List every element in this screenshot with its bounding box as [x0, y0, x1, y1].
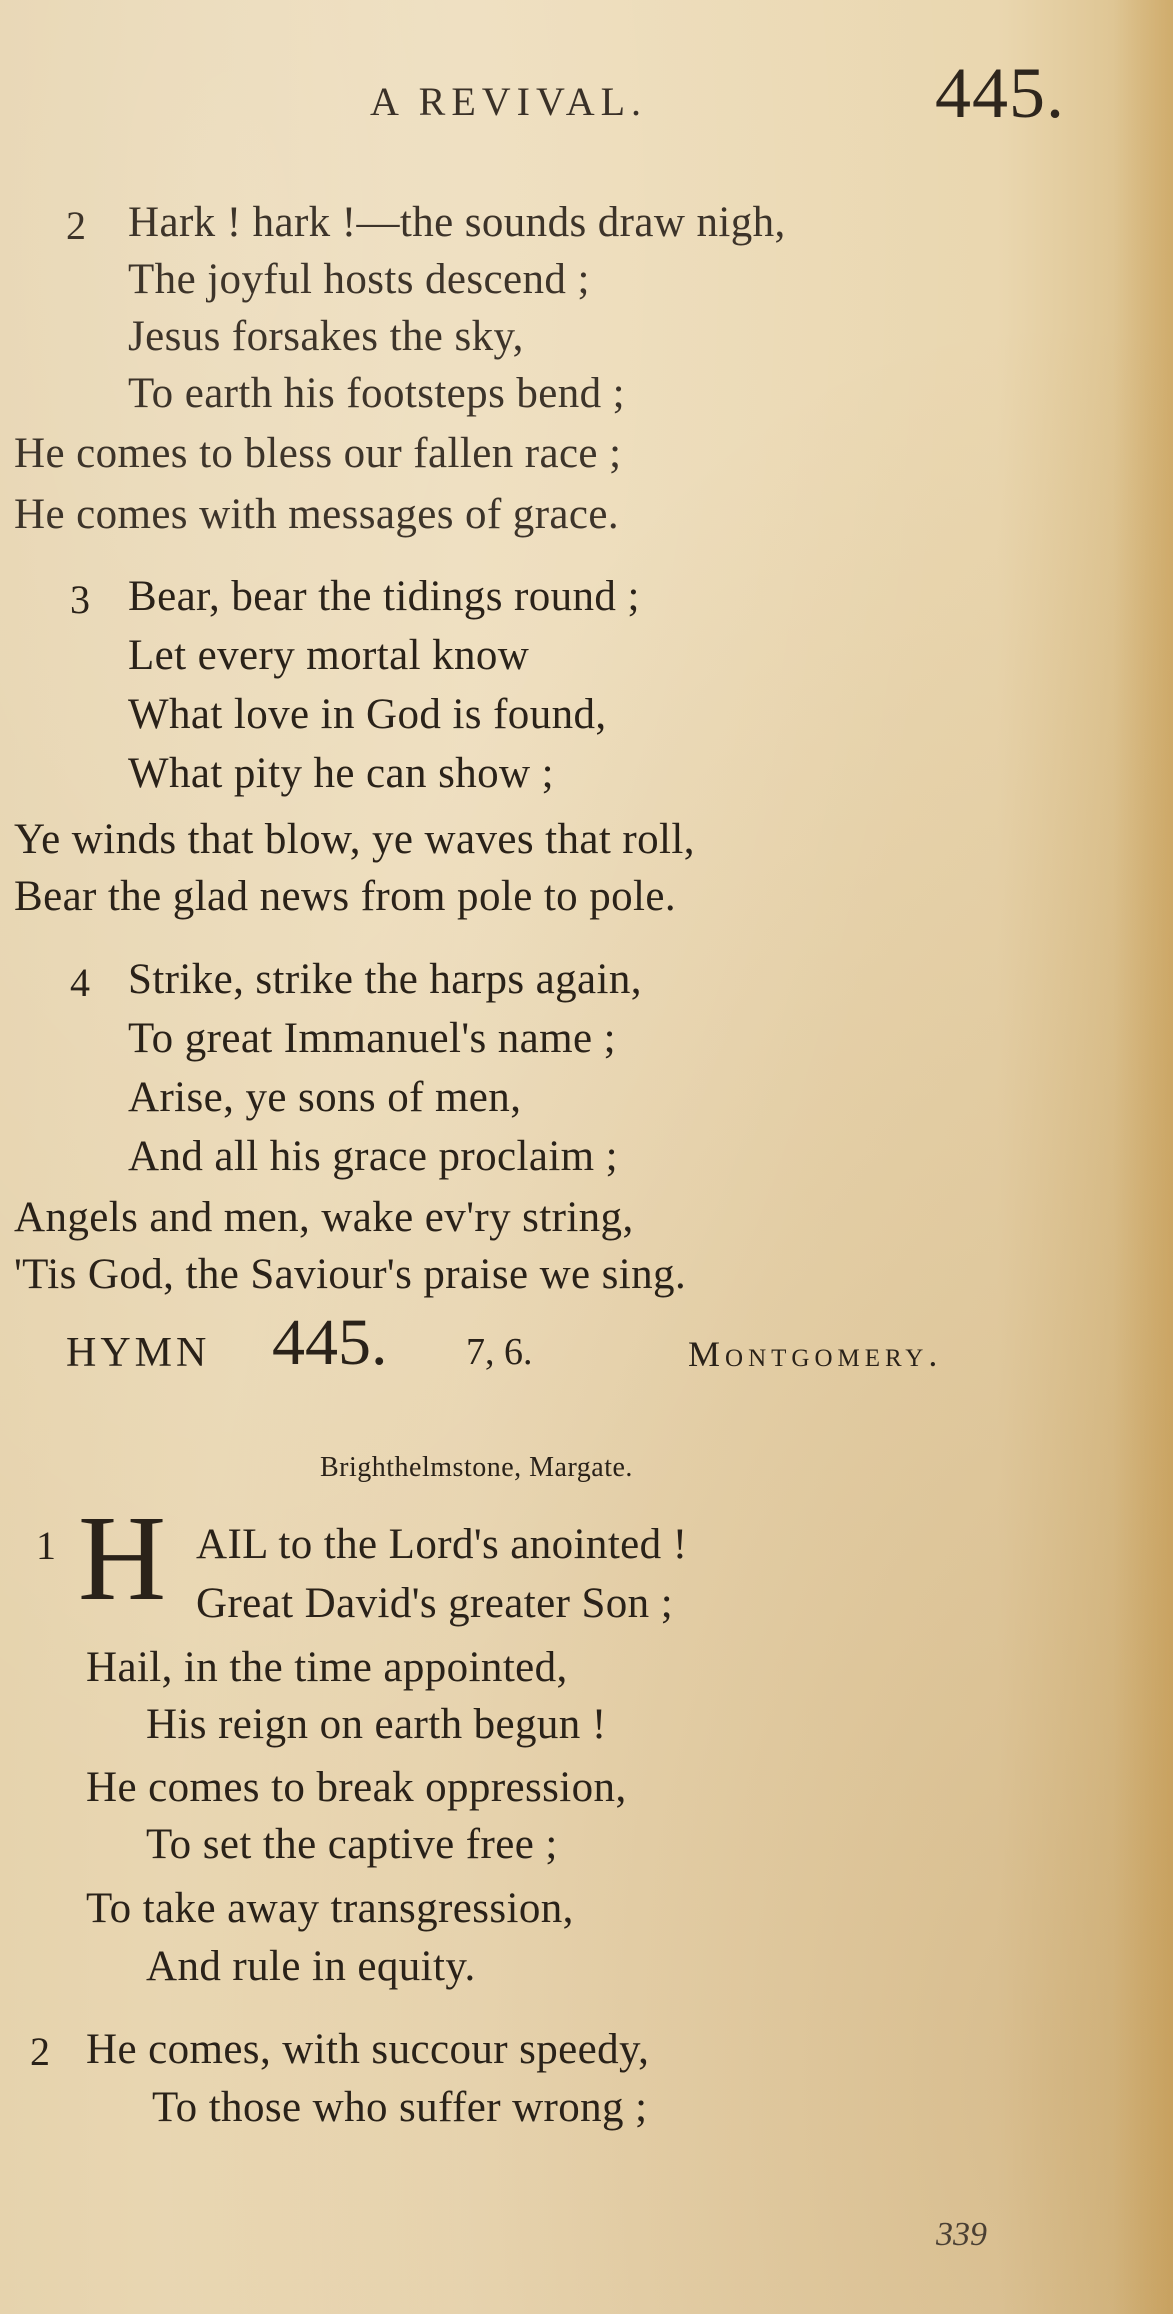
- verse-number: 1: [36, 1523, 56, 1568]
- drop-cap: H: [78, 1491, 167, 1626]
- hymn-meter: 7, 6.: [466, 1331, 533, 1373]
- verse-line: He comes, with succour speedy,: [86, 2026, 650, 2073]
- verse-line: 'Tis God, the Saviour's praise we sing.: [14, 1251, 687, 1298]
- running-header-number: 445.: [935, 53, 1065, 133]
- verse-line: Ye winds that blow, ye waves that roll,: [14, 816, 695, 863]
- verse-number: 2: [66, 203, 86, 248]
- verse-line: Let every mortal know: [128, 632, 530, 679]
- verse-line: Hail, in the time appointed,: [86, 1644, 568, 1691]
- verse-line: To take away transgression,: [86, 1885, 574, 1932]
- verse-line: To great Immanuel's name ;: [128, 1015, 616, 1062]
- verse-line: What pity he can show ;: [128, 750, 554, 797]
- verse-line: He comes to bless our fallen race ;: [14, 430, 622, 477]
- verse-line: To set the captive free ;: [146, 1821, 558, 1868]
- verse-line: Jesus forsakes the sky,: [128, 313, 524, 360]
- verse-number: 3: [70, 577, 90, 622]
- verse-line: What love in God is found,: [128, 691, 607, 738]
- running-header-title: A REVIVAL.: [370, 79, 648, 124]
- verse-line: He comes with messages of grace.: [14, 491, 620, 538]
- verse-line: Strike, strike the harps again,: [128, 956, 642, 1003]
- page-number: 339: [936, 2216, 987, 2253]
- verse-line: And rule in equity.: [146, 1943, 476, 1990]
- verse-line: His reign on earth begun !: [146, 1701, 607, 1748]
- verse-line: AIL to the Lord's anointed !: [196, 1521, 688, 1568]
- verse-number: 4: [70, 960, 90, 1005]
- verse-line: To earth his footsteps bend ;: [128, 370, 626, 417]
- hymn-author: Montgomery.: [688, 1334, 943, 1374]
- verse-line: To those who suffer wrong ;: [152, 2084, 648, 2131]
- verse-line: Angels and men, wake ev'ry string,: [14, 1194, 634, 1241]
- hymn-tunes: Brighthelmstone, Margate.: [320, 1452, 633, 1483]
- verse-line: He comes to break oppression,: [86, 1764, 627, 1811]
- verse-line: The joyful hosts descend ;: [128, 256, 590, 303]
- verse-line: And all his grace proclaim ;: [128, 1133, 619, 1180]
- verse-line: Bear, bear the tidings round ;: [128, 573, 640, 620]
- verse-line: Bear the glad news from pole to pole.: [14, 873, 677, 920]
- verse-number: 2: [30, 2029, 50, 2074]
- verse-line: Great David's greater Son ;: [196, 1580, 674, 1627]
- hymn-number: 445.: [272, 1306, 388, 1379]
- verse-line: Arise, ye sons of men,: [128, 1074, 522, 1121]
- hymn-label: HYMN: [66, 1330, 211, 1376]
- verse-line: Hark ! hark !—the sounds draw nigh,: [128, 199, 786, 246]
- page-edge-shadow: [1113, 0, 1173, 2314]
